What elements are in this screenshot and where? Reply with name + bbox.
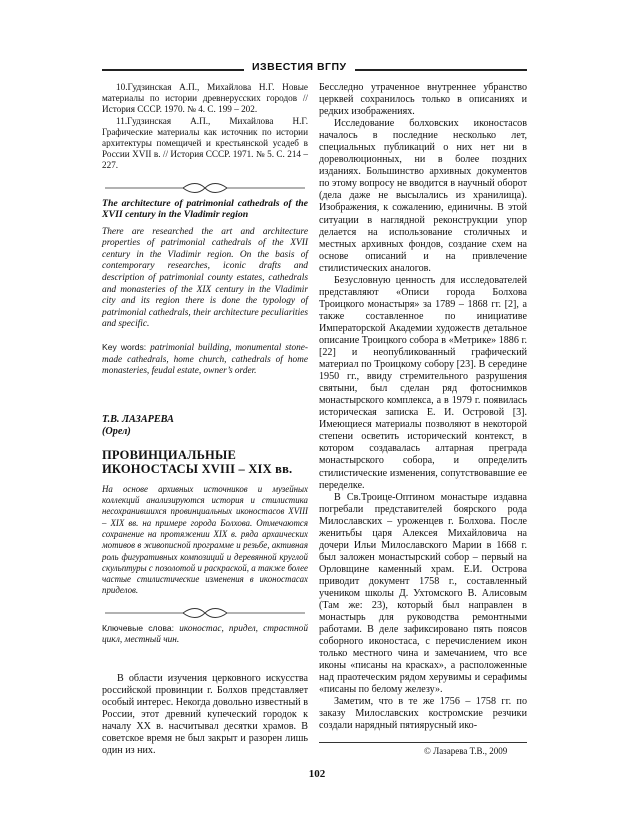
keywords-label-ru: Ключевые слова: [102, 622, 175, 633]
body-paragraph: Бесследно утраченное внутреннее убранство церквей сохранилось только в описаниях и редких изображениях. [319, 82, 527, 118]
russian-keywords [102, 623, 308, 647]
keywords-values-ru: иконостас, придел, страстной цикл, местный чин. [102, 623, 308, 646]
body-paragraph: Безусловную ценность для исследователей представляют «Опиcи города Болхова Троицкого монастыря» за 1789 – 1868 гг. [2], а также составленное по инициативе Императорской Академии художеств детальное описание Троицкого собора в «Метрике» 1886 г. [22] и неопубликованный графический материал по Троицкому собору [23]. В середине 1950 гг., ввиду стремительного разрушения святыни, был сделан ряд фотоснимков монастырского комплекса, а в 1979 г. появилась историческая записка Е. И. Островой [3]. Имеющиеся материалы позволяют в некоторой степени осветить исторический контекст, в котором создавалась алтарная преграда монастырского собора, и определить стилистические изменения, сопутствовавшие ее переделке. [319, 274, 527, 491]
page-number: 102 [308, 768, 326, 780]
russian-abstract: На основе архивных источников и музейных коллекций анализируются история и стилистика несохранившихся провинциальных иконостасов XVIII – XIX вв. на примере города Болхова. Отмечаются сохранение на протяжении XIX в. ряда архаических мотивов в живописной программе и резьбе, активная роль фигуративных композиций и деревянной круглой скульптуры с позолотой и раскраской, а также более частые стилистические изменения в иконостасах приделов. [102, 483, 308, 596]
english-keywords [102, 342, 308, 378]
journal-title: ИЗВЕСТИЯ ВГПУ [244, 61, 355, 73]
right-column [319, 82, 527, 733]
reference-10: 10.Гудзинская А.П., Михайлова Н.Г. Новые материалы по истории древнерусских городов // История СССР. 1970. № 4. С. 199 – 202. [102, 82, 308, 115]
author-city: (Орел) [102, 425, 131, 437]
english-abstract: There are researched the art and architecture properties of patrimonial cathedrals of the XVII century in the Vladimir region. On the basis of contemporary researches, iconic drafts and description of patrimonial county estates, cathedrals and monasteries of the XIX century in the Vladimir city and its region there is done the typology of patrimonial cathedrals, their architecture peculiarities and specific. [102, 226, 308, 330]
ornament-divider-icon [102, 607, 308, 619]
journal-header [102, 60, 527, 78]
body-paragraph: Исследование болховских иконостасов началось в последние несколько лет, специальных публикаций о них нет ни в дореволюционных, ни в более поздних изданиях. Большинство архивных документов по этому вопросу не вводится в научный оборот (дела даже не высылались из хранилища). Изображения, к сожалению, единичны. В этой ситуации в наглядной реконструкции упор делается на использование столичных и местных архивных фондов, создание схем на основе описаний и на привлечение стилистических аналогов. [319, 118, 527, 274]
keywords-values: patrimonial building, monumental stone-made cathedrals, home church, cathedrals of home monasteries, feudal estate, owner’s order. [102, 342, 308, 377]
body-paragraph: В области изучения церковного искусства российской провинции г. Болхов представляет особый интерес. Некогда довольно известный в России, этот древний купеческий городок к началу XX в. насчитывал десятки храмов. В советское время не был закрыт и разорен лишь один из них. [102, 672, 308, 757]
copyright: © Лазарева Т.В., 2009 [424, 746, 508, 756]
article-title-line1: ПРОВИНЦИАЛЬНЫЕ [102, 447, 236, 462]
body-paragraph: В Св.Троице-Оптином монастыре издавна погребали представителей боярского рода Милославских – уроженцев г. Болхова. После женитьбы царя Алексея Михайловича на дочери Ильи Милославского Марии в 1668 г. был заложен монастырский собор – первый на Орловщине каменный храм. Е.И. Острова приводит документ 1758 г., составленный учеником школы Д. Ухтомского В. Алисовым (Там же: 23), который был направлен в монастырь для руководства ремонтными работами. В деле зафиксировано пять поясов соборного иконостаса, с перечислением икон только местного чина и замечанием, что все иконы «писаны на красках», а расположенные над праотеческим рядом херувимы и серафимы «писаны по белому железу». [319, 491, 527, 696]
body-left [102, 673, 308, 758]
english-title: The architecture of patrimonial cathedrals of the XVII century in the Vladimir region [102, 197, 308, 221]
reference-11: 11.Гудзинская А.П., Михайлова Н.Г. Графические материалы как источник по истории архитектуры помещичей и крестьянской усадеб в России XVII в. // История СССР. 1971. № 5. С. 214 – 227. [102, 115, 308, 171]
author-name: Т.В. ЛАЗАРЕВА [102, 413, 174, 425]
copyright-rule [319, 742, 527, 743]
left-column [102, 82, 308, 758]
article-title-line2: ИКОНОСТАСЫ XVIII – XIX вв. [102, 462, 293, 477]
ornament-divider-icon [102, 182, 308, 194]
keywords-label: Key words: [102, 341, 147, 352]
body-paragraph: Заметим, что в те же 1756 – 1758 гг. по заказу Милославских костромские резчики создали нарядный пятиярусный ико- [319, 696, 527, 732]
